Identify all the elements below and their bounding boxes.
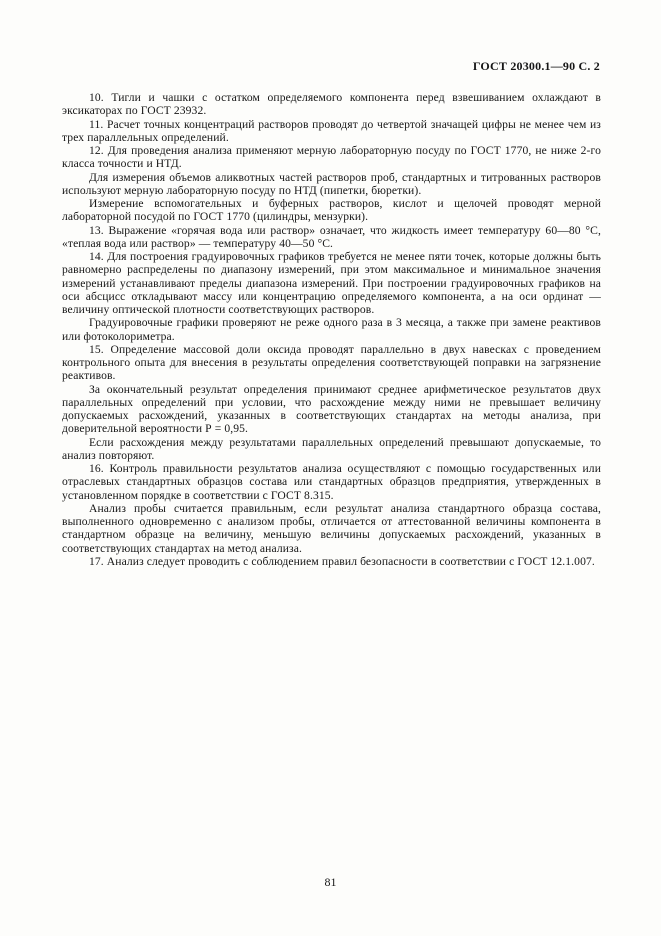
paragraph-13: 13. Выражение «горячая вода или раствор» означает, что жидкость имеет температуру 60—80 °С, «теплая вода или раствор» — температуру 40—50 °С. [62,223,601,250]
paragraph-16a: Анализ пробы считается правильным, если результат анализа стандартного образца состава, выполненного одновременно с анализом пробы, отличается от аттестованной величины компонента в стандартном образце на величину, меньшую величины допускаемых расхождений, указанных в соответствующих стандартах на метод анализа. [62,501,601,555]
page-number: 81 [324,875,337,889]
paragraph-15: 15. Определение массовой доли оксида проводят параллельно в двух навесках с проведением контрольного опыта для внесения в результаты определения соответствующей поправки на загрязнение реактивов. [62,342,601,383]
doc-header: ГОСТ 20300.1—90 С. 2 [472,59,600,73]
paragraph-15a: За окончательный результат определения принимают среднее арифметическое результатов двух параллельных определений при условии, что расхождение между ними не превышает величину допускаемых расхождений, указанных в соответствующих стандартах на методы анализа, при доверительной вероятности Р = 0,95. [62,382,601,436]
paragraph-12: 12. Для проведения анализа применяют мерную лабораторную посуду по ГОСТ 1770, не ниже 2-го класса точности и НТД. [62,144,601,171]
paragraph-16: 16. Контроль правильности результатов анализа осуществляют с помощью государственных или отраслевых стандартных образцов состава или стандартных образцов предприятия, утвержденных в установленном порядке в соответствии с ГОСТ 8.315. [62,462,601,502]
paragraph-11: 11. Расчет точных концентраций растворов проводят до четвертой значащей цифры не менее чем из трех параллельных определений. [62,117,601,144]
paragraph-14: 14. Для построения градуировочных графиков требуется не менее пяти точек, которые должны быть равномерно распределены по диапазону измерений, при этом максимальное и минимальное значения измерений устанавливают пределы диапазона измерений. При построении градуировочных графиков на оси абсцисс откладывают массу или концентрацию определяемого компонента, а на оси ординат — величину оптической плотности соответствующих растворов. [62,250,601,316]
paragraph-17: 17. Анализ следует проводить с соблюдением правил безопасности в соответствии с ГОСТ 12.1.007. [89,554,595,568]
paragraph-12a: Для измерения объемов аликвотных частей растворов проб, стандартных и титрованных растворов используют мерную лабораторную посуду по НТД (пипетки, бюретки). [62,170,601,197]
paragraph-14a: Градуировочные графики проверяют не реже одного раза в 3 месяца, а также при замене реактивов или фотоколориметра. [62,316,601,343]
document-body [62,91,601,568]
paragraph-10: 10. Тигли и чашки с остатком определяемого компонента перед взвешиванием охлаждают в эксикаторах по ГОСТ 23932. [62,91,601,118]
paragraph-15b: Если расхождения между результатами параллельных определений превышают допускаемые, то анализ повторяют. [62,435,601,462]
paragraph-12b: Измерение вспомогательных и буферных растворов, кислот и щелочей проводят мерной лабораторной посудой по ГОСТ 1770 (цилиндры, мензурки). [62,197,601,224]
